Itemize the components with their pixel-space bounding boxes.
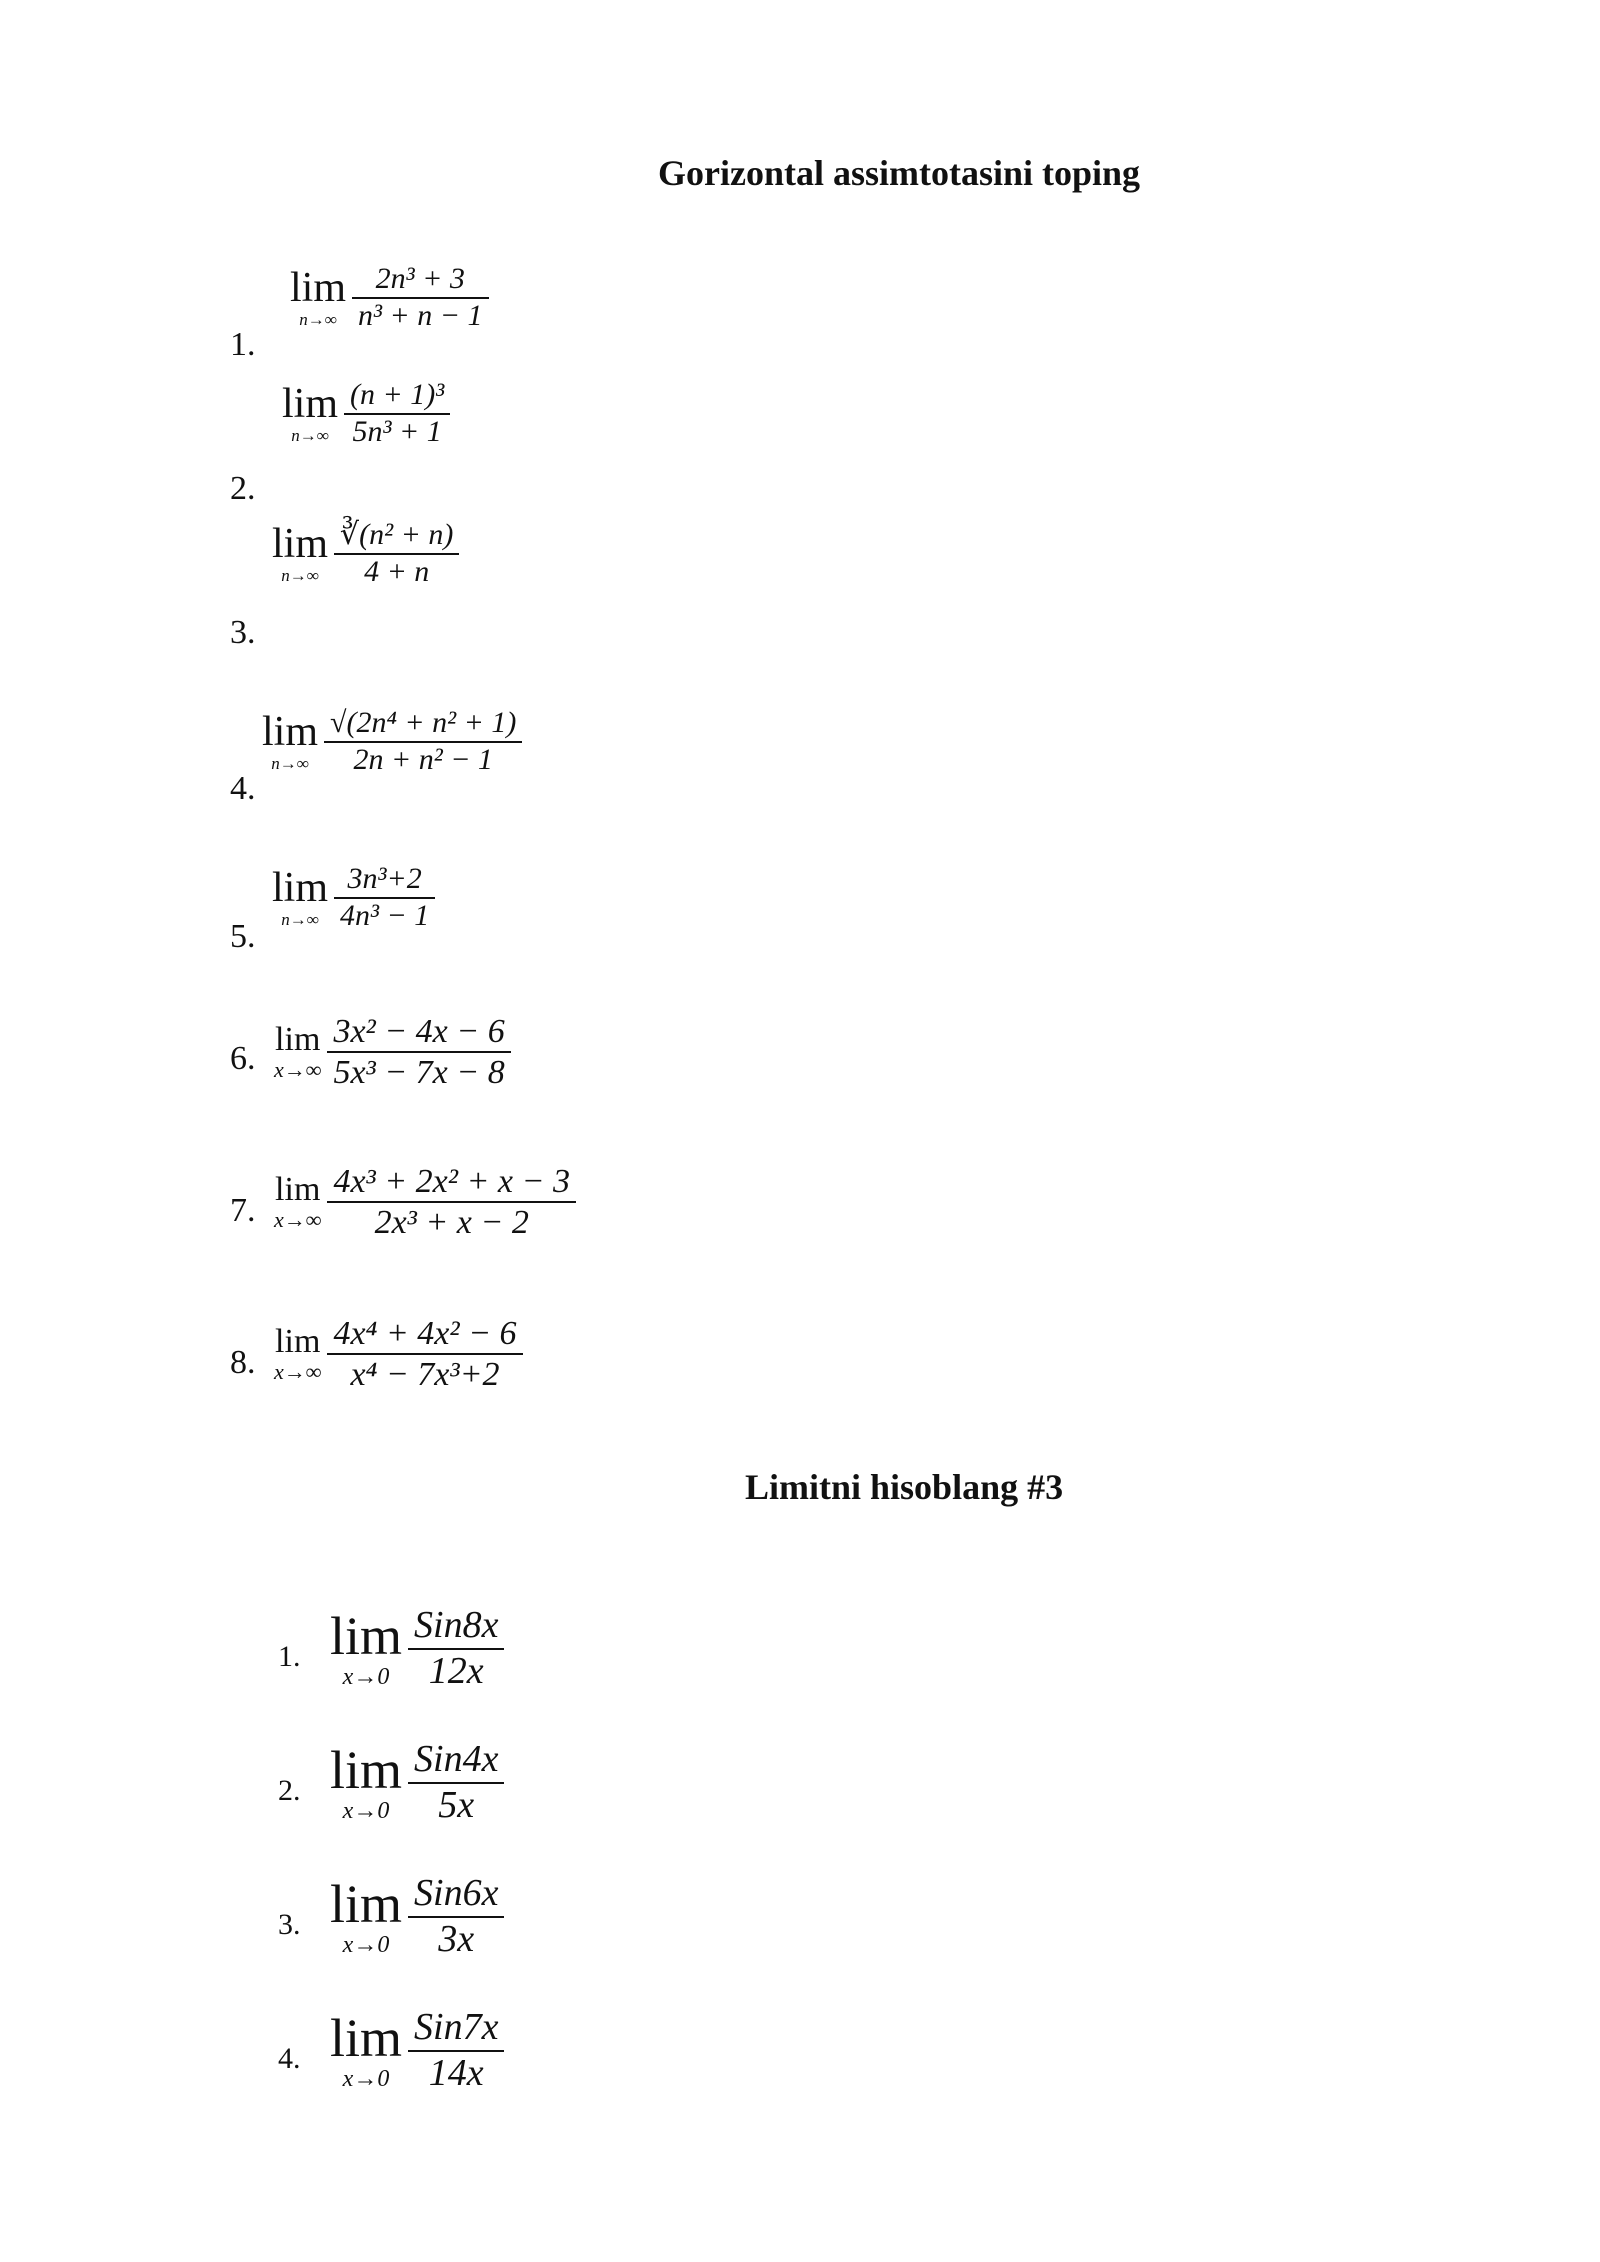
denominator: 5n³ + 1 [352,414,442,448]
lim-operator: lim [282,381,339,427]
numerator: Sin8x [414,1604,499,1646]
sine-limit-expression-2 [330,1738,504,1827]
section-title-asymptote: Gorizontal assimtotasini toping [658,153,1141,193]
problem-number: 1. [278,1640,301,1673]
lim-operator: lim [272,521,329,567]
numerator: 2n³ + 3 [375,262,465,295]
limit-expression-2 [282,378,450,449]
fraction [344,378,450,449]
fraction [408,1604,504,1693]
limit-subscript: x→∞ [274,1359,322,1385]
problem-number: 4. [278,2042,301,2075]
fraction [408,1738,504,1827]
denominator: 4 + n [364,554,430,588]
denominator: 3x [438,1917,475,1960]
limit-subscript: x→∞ [274,1207,322,1233]
denominator: 14x [428,2051,484,2094]
problem-number: 5. [230,918,256,955]
fraction [334,862,435,933]
numerator: 3x² − 4x − 6 [333,1013,505,1050]
limit-subscript: n→∞ [271,754,309,773]
limit-subscript: x→0 [342,1797,390,1824]
section-title-limit: Limitni hisoblang #3 [745,1467,1064,1507]
denominator: 5x [438,1783,475,1826]
numerator: 4x³ + 2x² + x − 3 [333,1163,570,1200]
sine-limit-expression-3 [330,1872,504,1961]
numerator: 3n³+2 [347,862,422,895]
numerator: Sin4x [414,1738,499,1780]
fraction [324,706,522,777]
numerator: Sin6x [414,1872,499,1914]
limit-subscript: x→0 [342,1931,390,1958]
lim-operator: lim [272,865,329,911]
limit-expression-7 [274,1162,576,1242]
limit-expression-8 [274,1314,523,1394]
limit-subscript: n→∞ [299,310,337,329]
lim-operator: lim [330,1605,403,1666]
limit-expression-3 [272,518,459,589]
limit-subscript: x→0 [342,1663,390,1690]
lim-operator: lim [330,1739,403,1800]
lim-operator: lim [330,2007,403,2068]
problem-number: 1. [230,326,256,363]
sine-limit-expression-4 [330,2006,504,2095]
lim-operator: lim [262,709,319,755]
fraction [327,1314,522,1394]
limit-expression-4 [262,706,522,777]
lim-operator: lim [330,1873,403,1934]
denominator: 2n + n² − 1 [353,742,493,776]
fraction [352,262,488,333]
problem-number: 3. [278,1908,301,1941]
numerator: ∛(n² + n) [340,518,454,551]
fraction [408,2006,504,2095]
limit-expression-6 [274,1012,511,1092]
numerator: Sin7x [414,2006,499,2048]
fraction [408,1872,504,1961]
limit-expression-5 [272,862,435,933]
lim-operator: lim [290,265,347,311]
limit-subscript: n→∞ [281,566,319,585]
problem-number: 2. [230,470,256,507]
problem-number: 4. [230,770,256,807]
denominator: 5x³ − 7x − 8 [333,1054,505,1092]
fraction [334,518,459,589]
problem-number: 3. [230,614,256,651]
lim-operator: lim [275,1021,321,1059]
denominator: 4n³ − 1 [340,898,430,932]
limit-expression-1 [290,262,489,333]
limit-subscript: x→0 [342,2065,390,2092]
denominator: 2x³ + x − 2 [374,1204,529,1242]
limit-subscript: n→∞ [281,910,319,929]
problem-number: 6. [230,1040,256,1077]
problem-number: 2. [278,1774,301,1807]
fraction [327,1162,576,1242]
denominator: x⁴ − 7x³+2 [350,1356,500,1394]
numerator: √(2n⁴ + n² + 1) [330,706,517,739]
lim-operator: lim [275,1171,321,1209]
sine-limit-expression-1 [330,1604,504,1693]
problem-number: 7. [230,1192,256,1229]
denominator: n³ + n − 1 [358,298,483,332]
numerator: (n + 1)³ [350,378,445,411]
denominator: 12x [428,1649,484,1692]
problem-number: 8. [230,1344,256,1381]
limit-subscript: n→∞ [291,426,329,445]
fraction [327,1012,510,1092]
limit-subscript: x→∞ [274,1057,322,1083]
lim-operator: lim [275,1323,321,1361]
numerator: 4x⁴ + 4x² − 6 [333,1315,517,1352]
